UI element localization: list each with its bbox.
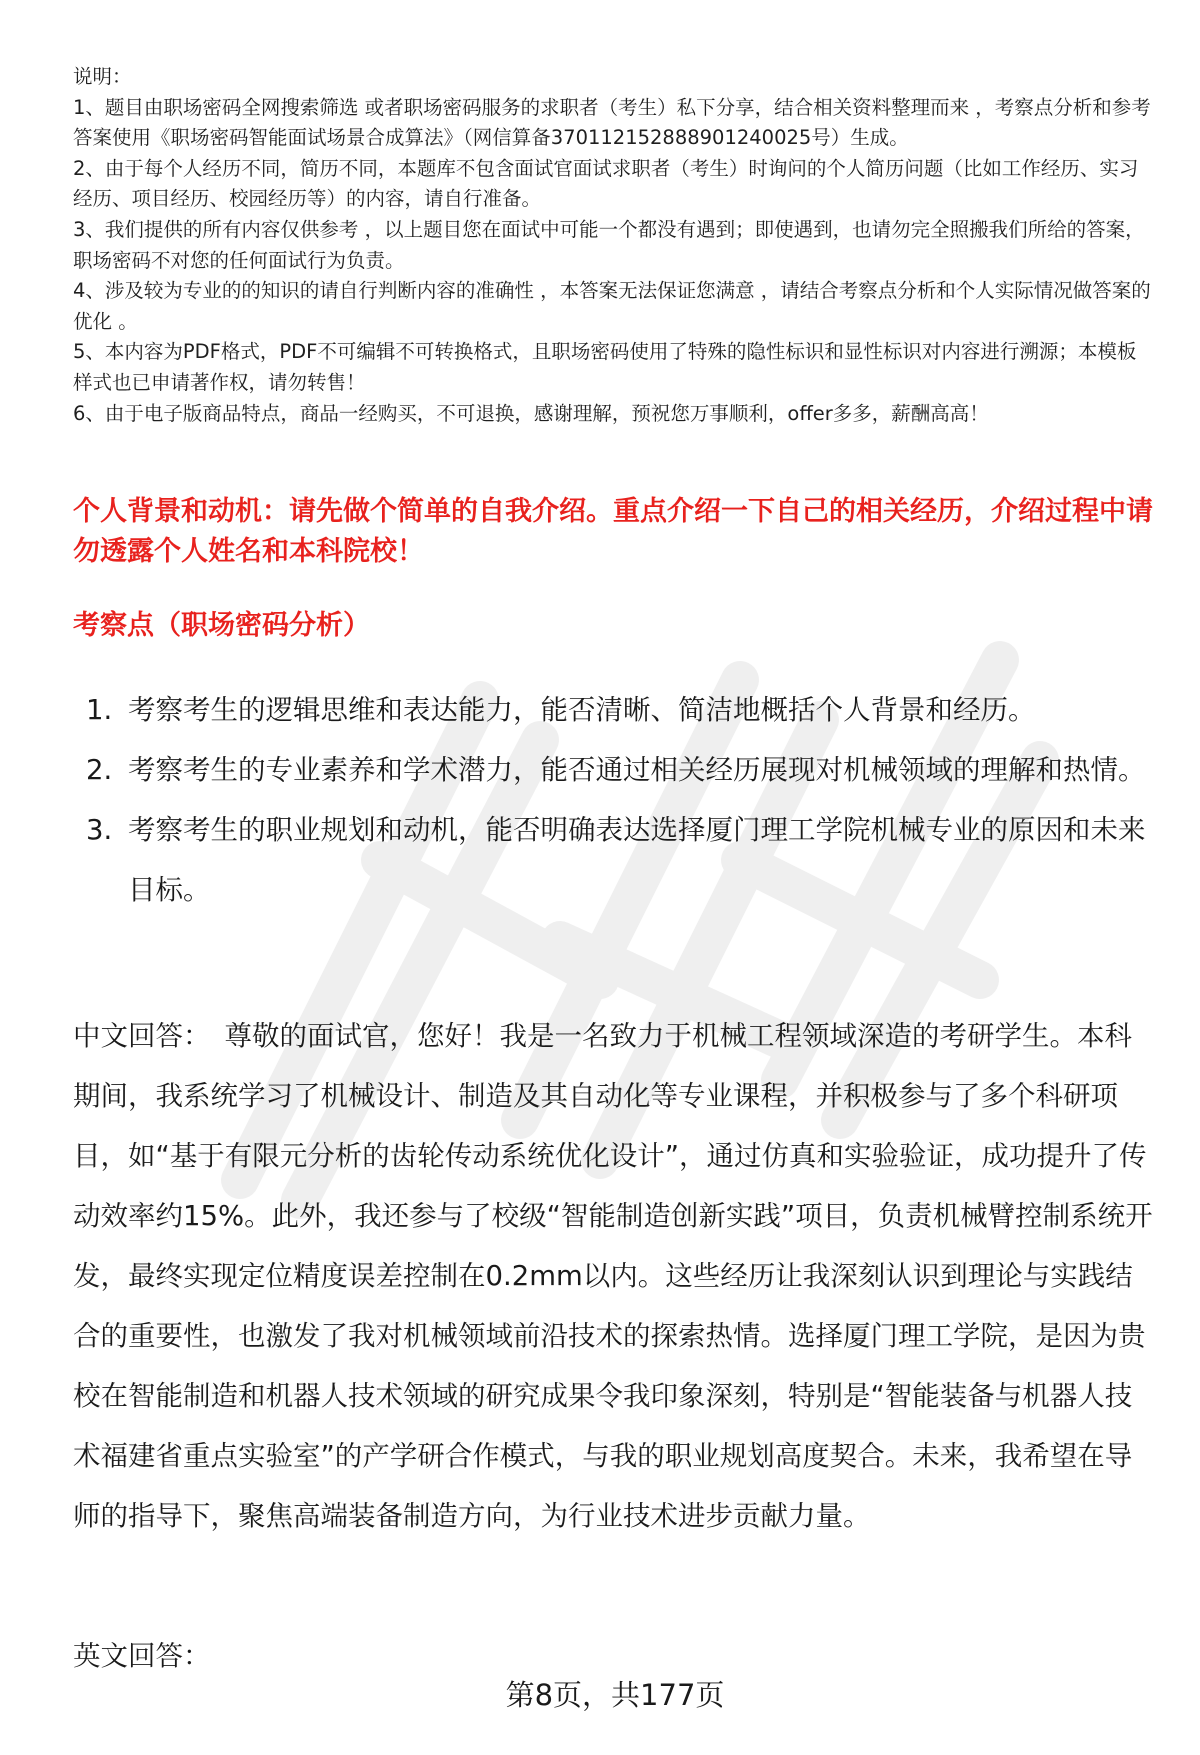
point-number: 1. [86,694,113,726]
instruction-item-3: 3、我们提供的所有内容仅供参考 ，以上题目您在面试中可能一个都没有遇到；即使遇到，也请勿完全照搬我们所给的答案，职场密码不对您的任何面试行为负责。 [73,217,1145,272]
instructions-block [73,62,1153,429]
page-number: 第8页，共177页 [505,1678,725,1712]
analysis-title: 考察点（职场密码分析） [73,610,370,641]
instruction-item-6: 6、由于电子版商品特点，商品一经购买，不可退换，感谢理解，预祝您万事顺利，offer多多，薪酬高高！ [73,401,989,425]
instruction-item-5: 5、本内容为PDF格式，PDF不可编辑不可转换格式，且职场密码使用了特殊的隐性标识和显性标识对内容进行溯源；本模板样式也已申请著作权，请勿转售！ [73,340,1137,394]
analysis-point [73,800,1153,920]
point-text: 考察考生的逻辑思维和表达能力，能否清晰、简洁地概括个人背景和经历。 [128,694,1036,726]
instructions-heading: 说明： [73,65,132,88]
analysis-point [73,680,1153,740]
analysis-point [73,740,1153,800]
point-number: 2. [86,754,113,786]
instruction-item-4: 4、涉及较为专业的的知识的请自行判断内容的准确性 ，本答案无法保证您满意 ，请结合考察点分析和个人实际情况做答案的优化 。 [73,279,1151,333]
analysis-points [73,680,1153,920]
interview-question: 个人背景和动机：请先做个简单的自我介绍。重点介绍一下自己的相关经历，介绍过程中请勿透露个人姓名和本科院校！ [73,496,1153,567]
point-text: 考察考生的专业素养和学术潜力，能否通过相关经历展现对机械领域的理解和热情。 [128,754,1146,786]
instruction-item-2: 2、由于每个人经历不同，简历不同，本题库不包含面试官面试求职者（考生）时询问的个人简历问题（比如工作经历、实习经历、项目经历、校园经历等）的内容，请自行准备。 [73,156,1139,211]
chinese-answer-text: 尊敬的面试官，您好！我是一名致力于机械工程领域深造的考研学生。本科期间，我系统学习了机械设计、制造及其自动化等专业课程，并积极参与了多个科研项目，如“基于有限元分析的齿轮传动系统优化设计”，通过仿真和实验验证，成功提升了传动效率约15%。此外，我还参与了校级“智能制造创新实践”项目，负责机械臂控制系统开发，最终实现定位精度误差控制在0.2mm以内。这些经历让我深刻认识到理论与实践结合的重要性，也激发了我对机械领域前沿技术的探索热情。选择厦门理工学院，是因为贵校在智能制造和机器人技术领域的研究成果令我印象深刻，特别是“智能装备与机器人技术福建省重点实验室”的产学研合作模式，与我的职业规划高度契合。未来，我希望在导师的指导下，聚焦高端装备制造方向，为行业技术进步贡献力量。 [73,1020,1153,1532]
chinese-answer [73,1006,1153,1546]
point-text: 考察考生的职业规划和动机，能否明确表达选择厦门理工学院机械专业的原因和未来目标。 [128,814,1146,906]
point-number: 3. [86,814,113,846]
chinese-answer-label: 中文回答： [73,1020,211,1052]
english-answer-label: 英文回答： [73,1640,211,1672]
instruction-item-1: 1、题目由职场密码全网搜索筛选 或者职场密码服务的求职者（考生）私下分享，结合相关资料整理而来 ，考察点分析和参考答案使用《职场密码智能面试场景合成算法》（网信算备370112152888901240025号）生成。 [73,95,1151,150]
